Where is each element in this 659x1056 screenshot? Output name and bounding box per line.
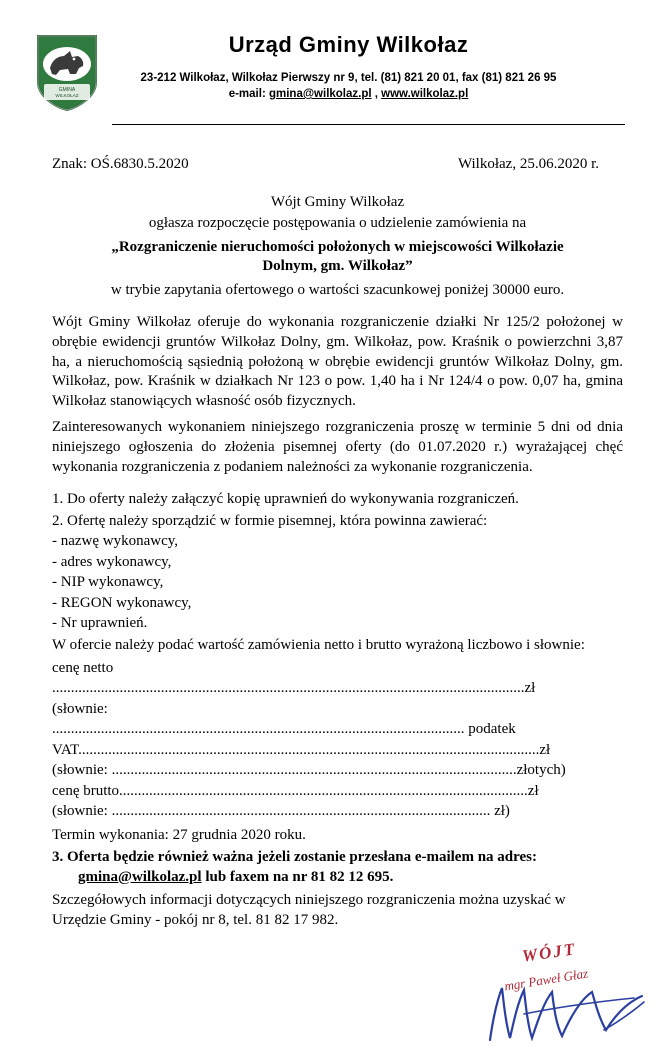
signature-scribble-icon — [484, 965, 659, 1048]
subject-title-line1: „Rozgraniczenie nieruchomości położonych w miejscowości Wilkołazie — [111, 238, 564, 255]
email-label: e-mail: — [228, 88, 269, 100]
words-blank-1[interactable]: .............................................................................................................. podatek — [52, 721, 516, 738]
subject-title-line2: Dolnym, gm. Wilkołaz” — [262, 258, 413, 274]
signature-title: WÓJT — [520, 939, 578, 966]
list-item-2: 2. Ofertę należy sporządzić w formie pisemnej, która powinna zawierać: — [52, 512, 488, 529]
letterhead — [0, 0, 659, 112]
words-blank-3[interactable]: (słownie: ..................................................................................................... zł) — [52, 803, 510, 820]
words-blank-2[interactable]: (słownie: ............................................................................................................złotych) — [52, 762, 566, 779]
office-title: Urząd Gminy Wilkołaz — [228, 32, 469, 57]
price-net-label: cenę netto — [52, 659, 114, 676]
list-item: - Nr uprawnień. — [52, 615, 148, 632]
price-gross-blank[interactable]: cenę brutto.............................................................................................................zł — [52, 782, 539, 799]
list-item: - adres wykonawcy, — [52, 553, 172, 570]
contact-separator: , — [371, 88, 382, 100]
office-contact — [102, 88, 595, 100]
email-link[interactable]: gmina@wilkolaz.pl — [268, 88, 372, 100]
website-link[interactable]: www.wilkolaz.pl — [381, 88, 469, 100]
announcement-line: ogłasza rozpoczęcie postępowania o udzielenie zamówienia na — [148, 215, 527, 231]
signature-name: mgr Paweł Głaz — [503, 965, 590, 994]
header-divider — [112, 124, 625, 125]
info-line-2: Urzędzie Gminy - pokój nr 8, tel. 81 82 17 982. — [52, 911, 339, 928]
list-item: - nazwę wykonawcy, — [52, 533, 179, 550]
svg-text:WILKOŁAZ: WILKOŁAZ — [55, 93, 79, 98]
vat-blank[interactable]: VAT...........................................................................................................................zł — [52, 741, 551, 758]
list-item-3 — [52, 848, 623, 887]
list-item: - REGON wykonawcy, — [52, 594, 192, 611]
reference-number: Znak: OŚ.6830.5.2020 — [52, 156, 189, 172]
list-item-1: 1. Do oferty należy załączyć kopię uprawnień do wykonywania rozgraniczeń. — [52, 491, 519, 508]
execution-deadline: Termin wykonania: 27 grudnia 2020 roku. — [52, 826, 306, 843]
signature-block — [52, 936, 623, 1056]
paragraph-deadline: Zainteresowanych wykonaniem niniejszego rozgraniczenia proszę w terminie 5 dni od dnia niniejszego ogłoszenia do złożenia pisemnej oferty (do 01.07.2020 r.) wyrażającej chęć wykonania rozgraniczenia z podaniem należności za wykonanie rozgraniczenia. — [52, 418, 623, 475]
fax-text: lub faxem na nr 81 82 12 695. — [201, 868, 394, 885]
procedure-mode-line: w trybie zapytania ofertowego o wartości szacunkowej poniżej 30000 euro. — [110, 281, 565, 298]
document-body — [0, 155, 659, 1056]
place-and-date: Wilkołaz, 25.06.2020 r. — [457, 156, 599, 172]
meta-row — [52, 155, 623, 175]
coat-of-arms-icon — [36, 34, 98, 112]
office-address: 23-212 Wilkołaz, Wilkołaz Pierwszy nr 9, tel. (81) 821 20 01, fax (81) 821 26 95 — [140, 72, 557, 84]
svg-text:GMINA: GMINA — [58, 87, 76, 93]
list-item-3-text: 3. Oferta będzie również ważna jeżeli zostanie przesłana e-mailem na adres: — [52, 849, 538, 866]
email-link-offer[interactable]: gmina@wilkolaz.pl — [78, 868, 202, 885]
price-net-blank[interactable]: ..............................................................................................................................zł — [52, 680, 536, 697]
info-line-1: Szczegółowych informacji dotyczących niniejszego rozgraniczenia można uzyskać w — [52, 892, 566, 909]
announcer-line: Wójt Gminy Wilkołaz — [270, 193, 405, 210]
words-open-1: (słownie: — [52, 700, 108, 717]
values-instruction: W ofercie należy podać wartość zamówienia netto i brutto wyrażoną liczbowo i słownie: — [52, 636, 585, 653]
list-item: - NIP wykonawcy, — [52, 574, 164, 591]
letterhead-text — [98, 28, 625, 100]
paragraph-scope: Wójt Gminy Wilkołaz oferuje do wykonania rozgraniczenie działki Nr 125/2 położonej w obrębie ewidencji gruntów Wilkołaz Dolny, gm. Wilkołaz, pow. Kraśnik o powierzchni 3,87 ha, a nieruchomością sąsiednią położoną w obrębie ewidencji gruntów Wilkołaz Dolny, gm. Wilkołaz, pow. Kraśnik w działkach Nr 123 o pow. 1,40 ha i Nr 124/4 o pow. 0,07 ha, gmina Wilkołaz stanowiących własność osób fizycznych. — [52, 314, 623, 410]
